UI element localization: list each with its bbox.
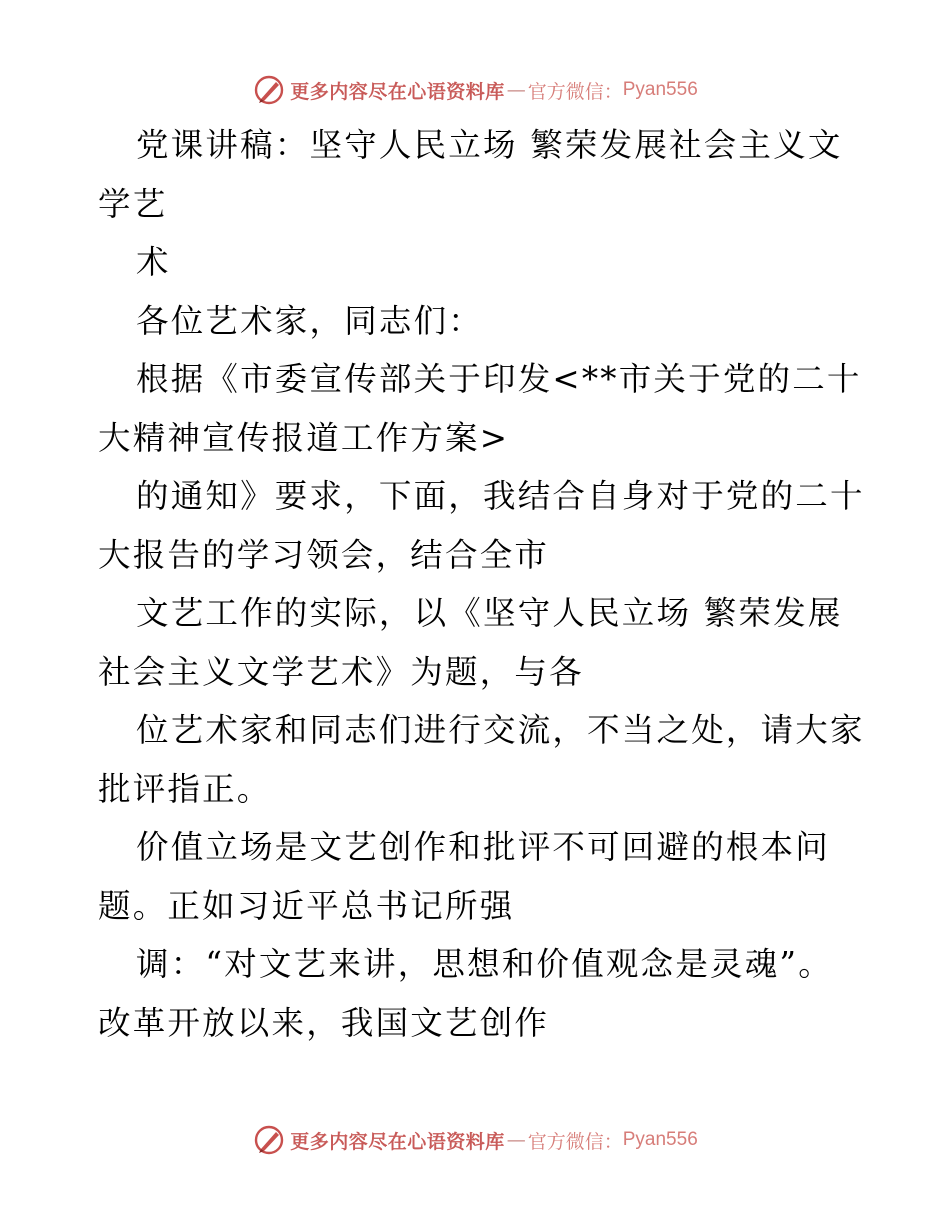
banner-separator: —: [506, 1129, 526, 1151]
doc-line: 题。正如习近平总书记所强: [98, 886, 515, 925]
banner-name: 更多内容尽在心语资料库: [290, 1130, 505, 1153]
banner-name: 更多内容尽在心语资料库: [290, 80, 505, 103]
doc-line: 根据《市委宣传部关于印发<**市关于党的二十: [136, 360, 862, 398]
doc-line: 的通知》要求，下面，我结合自身对于党的二十: [136, 477, 865, 515]
banner-wechat-label: 官方微信：: [527, 1130, 623, 1153]
doc-line: 术: [136, 243, 171, 281]
doc-line: 学艺: [98, 184, 168, 223]
doc-line: 大报告的学习领会，结合全市: [98, 535, 550, 574]
doc-line: 价值立场是文艺创作和批评不可回避的根本问: [136, 828, 831, 866]
doc-line: 社会主义文学艺术》为题，与各: [98, 652, 584, 691]
doc-line: 大精神宣传报道工作方案>: [98, 418, 510, 457]
doc-line: 党课讲稿：坚守人民立场 繁荣发展社会主义文: [136, 126, 843, 164]
banner-wechat-id: Pyan556: [622, 79, 698, 100]
banner-wechat-label: 官方微信：: [527, 80, 623, 103]
document-body: [98, 116, 865, 1052]
pen-logo-icon: [252, 73, 286, 107]
doc-line: 批评指正。: [98, 769, 272, 808]
doc-line: 调：“对文艺来讲，思想和价值观念是灵魂”。: [136, 945, 833, 983]
footer-watermark-banner: [0, 1120, 950, 1160]
pen-logo-icon: [252, 1123, 286, 1157]
banner-wechat-id: Pyan556: [622, 1129, 698, 1150]
doc-line: 各位艺术家，同志们：: [136, 301, 484, 340]
banner-separator: —: [506, 79, 526, 101]
doc-line: 位艺术家和同志们进行交流，不当之处，请大家: [136, 711, 865, 749]
header-watermark-banner: [0, 70, 950, 110]
doc-line: 改革开放以来，我国文艺创作: [98, 1003, 550, 1042]
doc-line: 文艺工作的实际，以《坚守人民立场 繁荣发展: [136, 594, 843, 632]
